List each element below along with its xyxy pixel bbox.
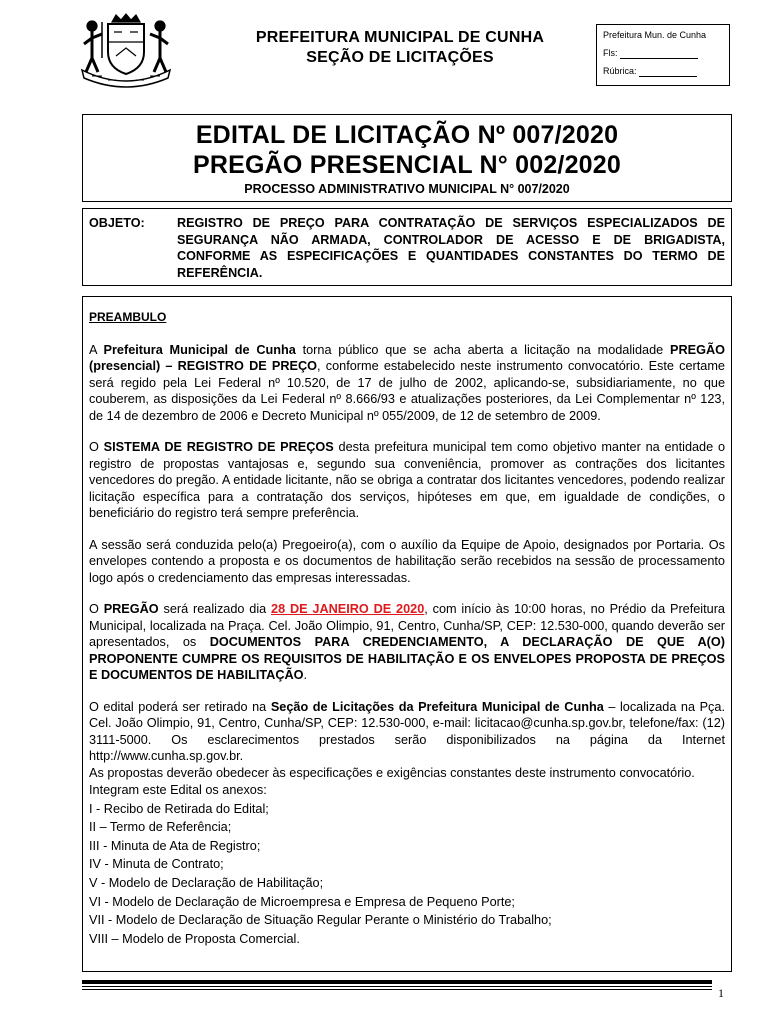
bold-text: SISTEMA DE REGISTRO DE PREÇOS [103, 440, 334, 454]
preamble-box [82, 296, 732, 972]
list-item: I - Recibo de Retirada do Edital; [89, 801, 269, 816]
pregao-title: PREGÃO PRESENCIAL N° 002/2020 [193, 151, 621, 179]
annex-intro: Integram este Edital os anexos: [89, 783, 267, 797]
preamble-paragraph-6: As propostas deverão obedecer às especificações e exigências constantes deste instrumento convocatório. [89, 765, 695, 780]
list-item: V - Modelo de Declaração de Habilitação; [89, 875, 324, 890]
text: . [303, 668, 308, 682]
bold-text: PREGÃO [103, 602, 159, 616]
text: A [89, 342, 104, 357]
list-item: VIII – Modelo de Proposta Comercial. [89, 931, 300, 946]
list-item: VI - Modelo de Declaração de Microempresa e Empresa de Pequeno Porte; [89, 894, 515, 909]
list-item: IV - Minuta de Contrato; [89, 857, 224, 872]
stamp-title: Prefeitura Mun. de Cunha [603, 30, 707, 40]
header-line-1: PREFEITURA MUNICIPAL DE CUNHA [255, 29, 545, 46]
text: – localizada na Pça. Cel. João Olimpio, 91, Centro, Cunha/SP, CEP: 12.530-000, e-mail: licitacao@cunha.sp.gov.br, telefone/fax: (12) 3111-5000. Os esclarecimentos prestados serão disponibilizados na página da Internet http://www.cunha.sp.gov.br. [89, 699, 725, 763]
list-item: III - Minuta de Ata de Registro; [89, 838, 261, 853]
list-item: II – Termo de Referência; [89, 820, 232, 835]
session-date: 28 DE JANEIRO DE 2020 [271, 602, 425, 616]
title-box [82, 114, 732, 202]
text: , com início às 10:00 horas, no Prédio da Prefeitura Municipal, localizada na Praça. Cel. João Olimpio, 91, Centro, Cunha/SP, CEP: 12.530-000, quando deverão ser apresentados, os [89, 602, 725, 649]
text: desta prefeitura municipal tem como objetivo manter na entidade o registro de propostas vantajosas e, segundo sua conveniência, promover as contrações dos licitantes vencedores do pregão. A entidade licitante, não se obriga a contratar dos licitantes vencedores, podendo realizar licitação específica para a contratação dos serviços, hipóteses em que, em igualdade de condições, o beneficiário do registro terá sempre preferência. [89, 440, 725, 520]
preamble-paragraph-1 [89, 342, 725, 425]
footer-divider [82, 980, 712, 990]
objeto-label: OBJETO: [89, 216, 145, 230]
stamp-fls-label: Fls: [603, 48, 618, 58]
bold-text: DOCUMENTOS PARA CREDENCIAMENTO, A DECLARAÇÃO DE QUE A(O) PROPONENTE CUMPRE OS REQUISITOS DE HABILITAÇÃO E OS ENVELOPES PROPOSTA DE PREÇOS E DOCUMENTOS DE HABILITAÇÃO [89, 635, 725, 682]
stamp-rubrica [603, 65, 723, 83]
bold-text: PREGÃO (presencial) – REGISTRO DE PREÇO [89, 342, 725, 373]
page-number: 1 [718, 986, 724, 1000]
objeto-text: REGISTRO DE PREÇO PARA CONTRATAÇÃO DE SERVIÇOS ESPECIALIZADOS DE SEGURANÇA NÃO ARMADA, CONTROLADOR DE ACESSO E DE BRIGADISTA, CONFORME AS ESPECIFICAÇÕES E QUANTIDADES CONSTANTES DO TERMO DE REFERÊNCIA. [177, 216, 725, 280]
bold-text: Prefeitura Municipal de Cunha [103, 342, 296, 357]
text: O [89, 602, 104, 616]
edital-title: EDITAL DE LICITAÇÃO Nº 007/2020 [195, 121, 619, 149]
text: , conforme estabelecido neste instrumento convocatório. Este certame será regido pela Lei Federal nº 10.520, de 17 de julho de 2002, aplicando-se, subsidiariamente, no que couberem, as disposições da Lei Federal nº 8.666/93 e atualizações posteriores, da Lei Complementar nº 123, de 14 de dezembro de 2006 e Decreto Municipal nº 055/2009, de 12 de setembro de 2009. [89, 359, 725, 423]
preamble-paragraph-5 [89, 699, 725, 765]
stamp-rubrica-line [639, 76, 697, 77]
preamble-paragraph-3: A sessão será conduzida pelo(a) Pregoeiro(a), com o auxílio da Equipe de Apoio, designados por Portaria. Os envelopes contendo a proposta e os documentos de habilitação serão recebidos na sessão de processamento logo após o credenciamento das empresas interessadas. [89, 537, 725, 585]
processo-subtitle: PROCESSO ADMINISTRATIVO MUNICIPAL N° 007/2020 [244, 182, 570, 196]
text: O edital poderá ser retirado na [89, 699, 271, 714]
text: O [89, 440, 104, 454]
stamp-fls [603, 47, 723, 65]
preamble-heading: PREAMBULO [89, 310, 167, 324]
list-item: VII - Modelo de Declaração de Situação Regular Perante o Ministério do Trabalho; [89, 913, 552, 928]
preamble-paragraph-4 [89, 601, 725, 684]
header-title [210, 28, 590, 68]
objeto-box [82, 208, 732, 286]
stamp-box [596, 24, 730, 86]
annex-list [89, 781, 725, 948]
text: será realizado dia [158, 602, 272, 616]
stamp-rubrica-label: Rúbrica: [603, 66, 637, 76]
preamble-paragraph-2 [89, 439, 725, 522]
bold-text: Seção de Licitações da Prefeitura Municipal de Cunha [270, 699, 604, 714]
stamp-fls-line [620, 58, 698, 59]
header-line-2: SEÇÃO DE LICITAÇÕES [306, 49, 494, 66]
text: torna público que se acha aberta a licitação na modalidade [295, 342, 670, 357]
municipal-coat-of-arms-icon [78, 12, 174, 88]
